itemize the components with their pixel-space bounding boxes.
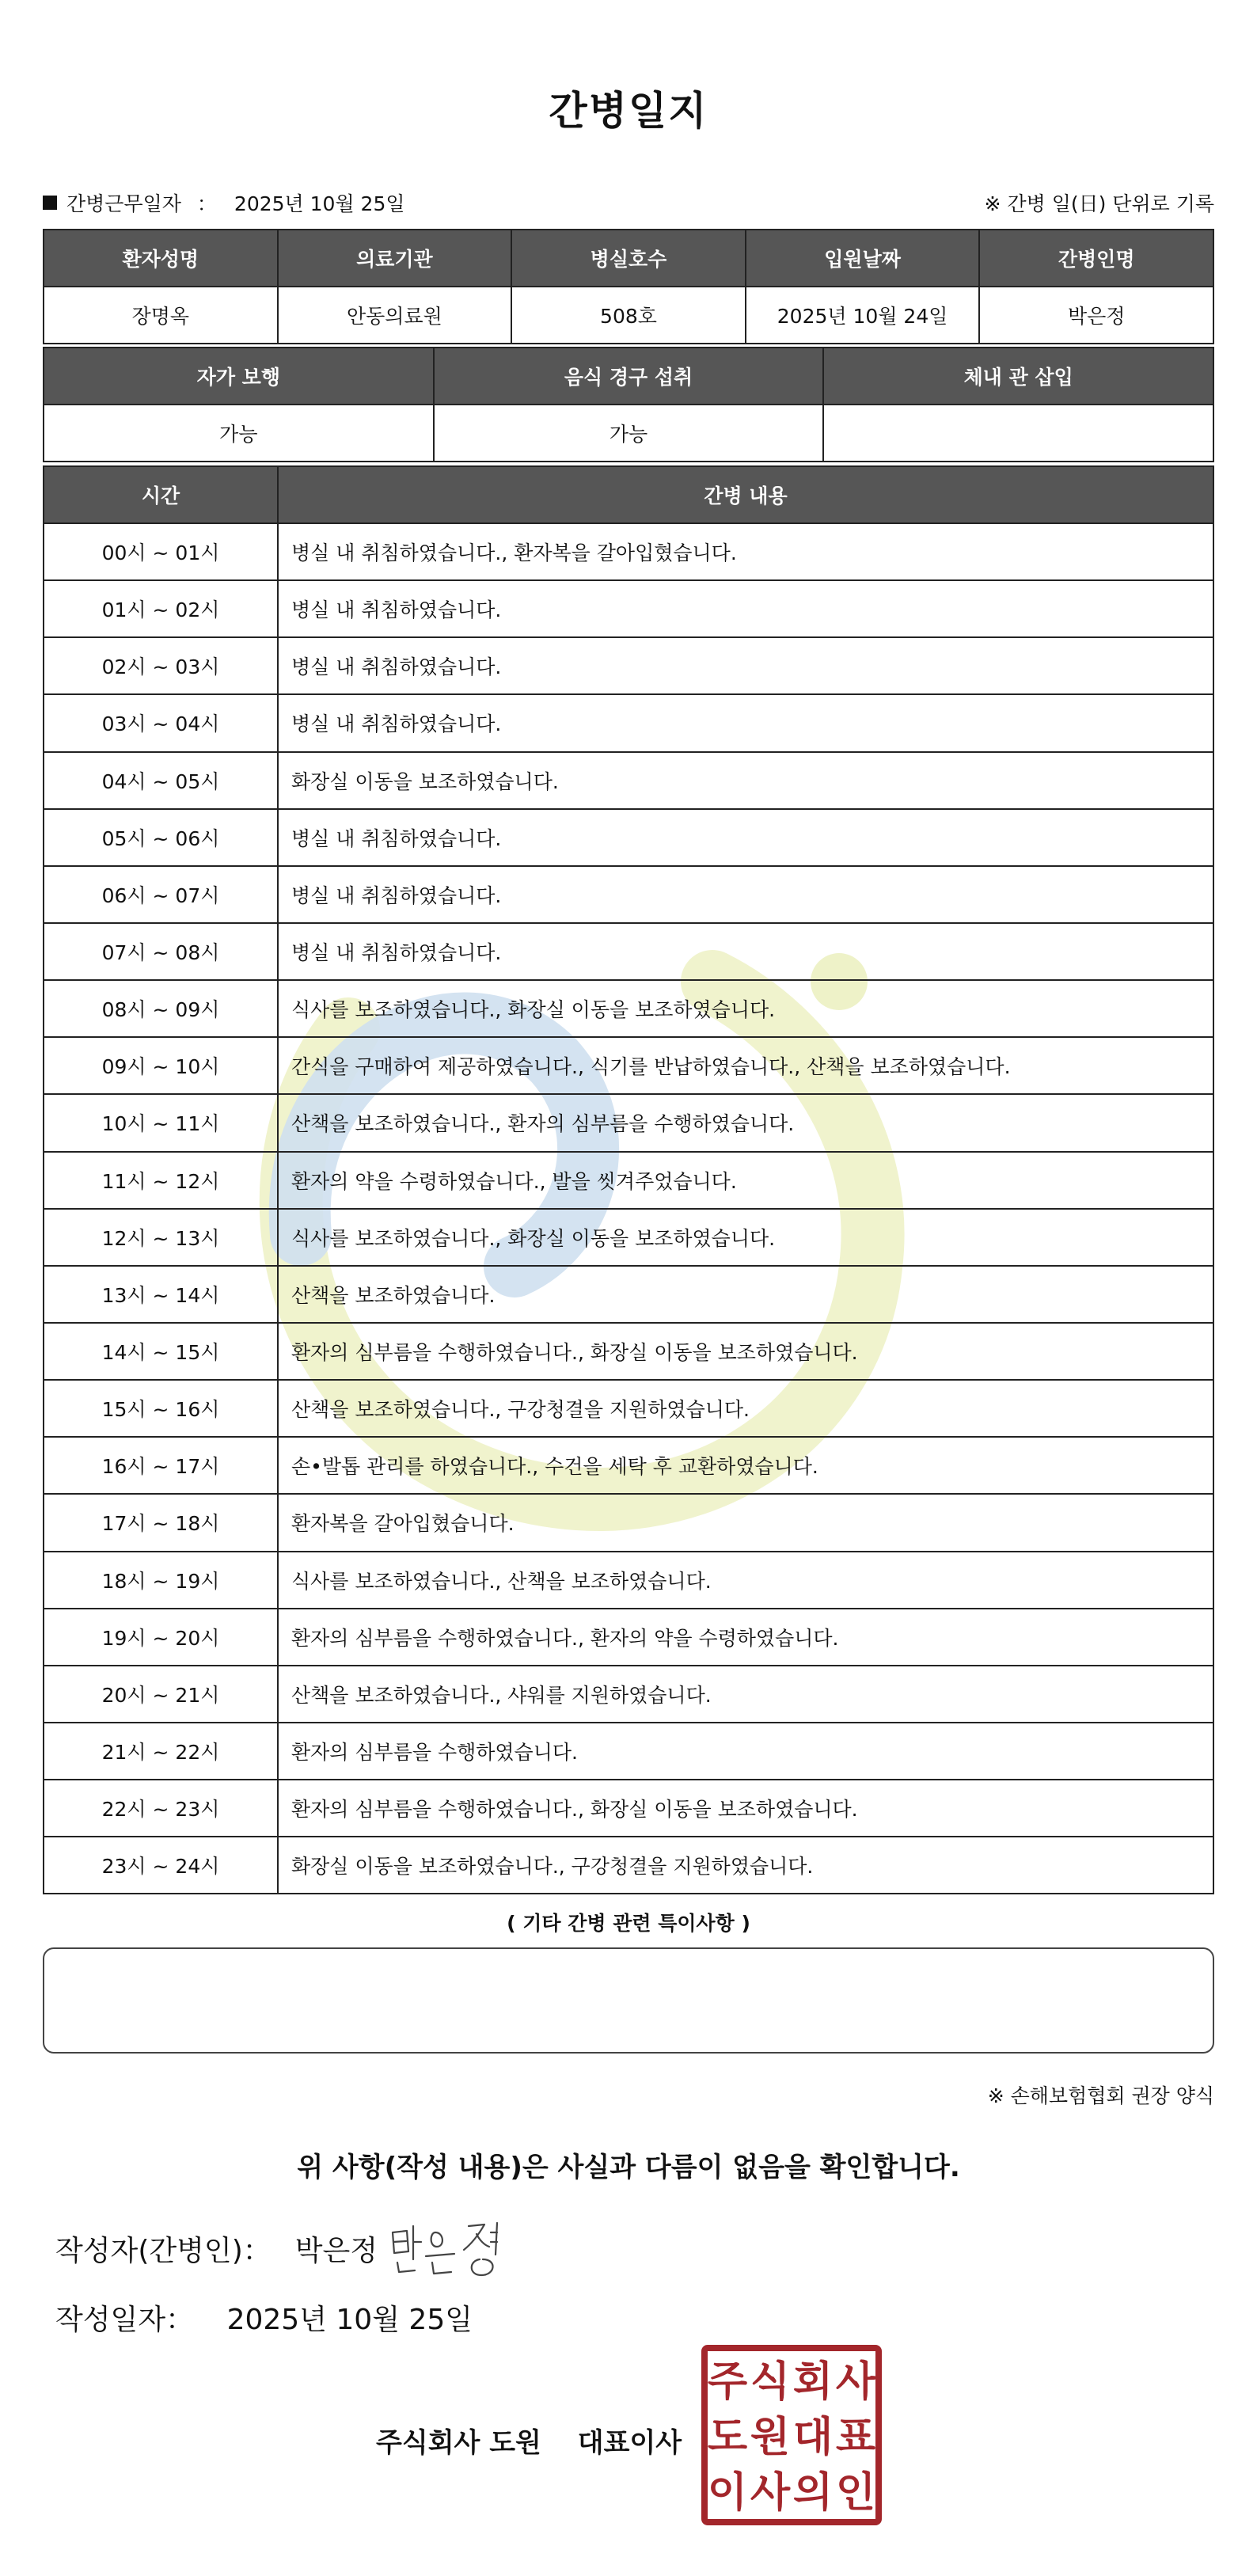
caregiver-name: 박은정 [979, 287, 1213, 344]
form-note: ※ 손해보험협회 권장 양식 [987, 2084, 1214, 2107]
work-date [43, 188, 405, 217]
company-name: 주식회사 도원 [376, 2427, 541, 2459]
writer-label: 작성자(간병인)： [55, 2235, 272, 2267]
log-row [44, 1380, 1213, 1437]
patient-ability-table [43, 347, 1214, 462]
log-row [44, 1494, 1213, 1551]
log-time: 18시 ~ 19시 [44, 1552, 278, 1609]
log-content: 환자의 심부름을 수행하였습니다. [278, 1723, 1213, 1780]
log-row [44, 752, 1213, 809]
log-time: 15시 ~ 16시 [44, 1380, 278, 1437]
log-header-time: 시간 [44, 466, 278, 523]
info-header: 병실호수 [511, 230, 746, 287]
log-header-content: 간병 내용 [278, 466, 1213, 523]
log-row [44, 1666, 1213, 1723]
log-time: 01시 ~ 02시 [44, 580, 278, 637]
patient-name: 장명옥 [44, 287, 278, 344]
written-date-label: 작성일자： [55, 2304, 195, 2336]
log-row [44, 1323, 1213, 1380]
log-time: 14시 ~ 15시 [44, 1323, 278, 1380]
square-bullet-icon [43, 196, 57, 210]
log-time: 11시 ~ 12시 [44, 1152, 278, 1209]
log-content: 병실 내 취침하였습니다., 환자복을 갈아입혔습니다. [278, 523, 1213, 580]
log-row [44, 1266, 1213, 1323]
seal-char: 식 [750, 2358, 791, 2406]
log-time: 20시 ~ 21시 [44, 1666, 278, 1723]
log-time: 07시 ~ 08시 [44, 923, 278, 980]
log-row [44, 1723, 1213, 1780]
writer-name: 박은정 [294, 2235, 378, 2267]
log-time: 02시 ~ 03시 [44, 637, 278, 694]
log-content: 산책을 보조하였습니다., 구강청결을 지원하였습니다. [278, 1380, 1213, 1437]
written-date-value: 2025년 10월 25일 [226, 2304, 473, 2336]
seal-char: 주 [707, 2358, 748, 2406]
log-content: 식사를 보조하였습니다., 화장실 이동을 보조하였습니다. [278, 1209, 1213, 1266]
seal-char: 의 [792, 2469, 834, 2517]
remarks-title: ( 기타 간병 관련 특이사항 ) [507, 1912, 750, 1935]
log-content: 식사를 보조하였습니다., 산책을 보조하였습니다. [278, 1552, 1213, 1609]
log-content: 산책을 보조하였습니다., 샤워를 지원하였습니다. [278, 1666, 1213, 1723]
log-time: 04시 ~ 05시 [44, 752, 278, 809]
writer-line [55, 2228, 378, 2269]
log-time: 03시 ~ 04시 [44, 694, 278, 751]
log-time: 08시 ~ 09시 [44, 980, 278, 1037]
log-row [44, 1837, 1213, 1894]
record-note: ※ 간병 일(日) 단위로 기록 [984, 192, 1214, 215]
log-content: 산책을 보조하였습니다. [278, 1266, 1213, 1323]
log-content: 환자의 약을 수령하였습니다., 발을 씻겨주었습니다. [278, 1152, 1213, 1209]
log-row [44, 866, 1213, 923]
log-time: 00시 ~ 01시 [44, 523, 278, 580]
log-row [44, 809, 1213, 866]
log-row [44, 1609, 1213, 1666]
confirmation-statement: 위 사항(작성 내용)은 사실과 다름이 없음을 확인합니다. [297, 2152, 960, 2183]
company-seal [701, 2345, 882, 2525]
log-content: 간식을 구매하여 제공하였습니다., 식기를 반납하였습니다., 산책을 보조하였습니다. [278, 1037, 1213, 1094]
oral-intake-value: 가능 [434, 405, 824, 462]
tube-insertion-value [823, 405, 1213, 462]
log-content: 식사를 보조하였습니다., 화장실 이동을 보조하였습니다. [278, 980, 1213, 1037]
remarks-box [43, 1947, 1214, 2054]
log-content: 환자의 심부름을 수행하였습니다., 화장실 이동을 보조하였습니다. [278, 1780, 1213, 1837]
log-time: 23시 ~ 24시 [44, 1837, 278, 1894]
log-content: 병실 내 취침하였습니다. [278, 694, 1213, 751]
log-time: 06시 ~ 07시 [44, 866, 278, 923]
log-row [44, 923, 1213, 980]
log-row [44, 1437, 1213, 1494]
log-row [44, 1209, 1213, 1266]
log-content: 산책을 보조하였습니다., 환자의 심부름을 수행하였습니다. [278, 1094, 1213, 1151]
log-content: 환자복을 갈아입혔습니다. [278, 1494, 1213, 1551]
company-rep: 대표이사 [577, 2427, 682, 2459]
patient-info-table [43, 229, 1214, 344]
ability-header: 자가 보행 [44, 348, 434, 405]
log-row [44, 580, 1213, 637]
seal-char: 표 [835, 2414, 876, 2461]
log-content: 화장실 이동을 보조하였습니다. [278, 752, 1213, 809]
log-row [44, 1552, 1213, 1609]
log-content: 화장실 이동을 보조하였습니다., 구강청결을 지원하였습니다. [278, 1837, 1213, 1894]
log-content: 손•발톱 관리를 하였습니다., 수건을 세탁 후 교환하였습니다. [278, 1437, 1213, 1494]
log-row [44, 980, 1213, 1037]
company-line [376, 2421, 682, 2460]
log-content: 병실 내 취침하였습니다. [278, 637, 1213, 694]
self-walking-value: 가능 [44, 405, 434, 462]
log-content: 병실 내 취침하였습니다. [278, 923, 1213, 980]
seal-char: 이 [707, 2469, 748, 2517]
log-row [44, 637, 1213, 694]
work-date-value: 2025년 10월 25일 [234, 192, 405, 215]
log-row [44, 1037, 1213, 1094]
log-row [44, 1780, 1213, 1837]
page-title: 간병일지 [549, 88, 708, 134]
log-row [44, 1152, 1213, 1209]
info-header: 간병인명 [979, 230, 1213, 287]
seal-char: 인 [835, 2469, 876, 2517]
info-header: 의료기관 [278, 230, 512, 287]
log-content: 환자의 심부름을 수행하였습니다., 환자의 약을 수령하였습니다. [278, 1609, 1213, 1666]
ability-header: 음식 경구 섭취 [434, 348, 824, 405]
log-time: 10시 ~ 11시 [44, 1094, 278, 1151]
seal-char: 대 [792, 2414, 834, 2461]
log-time: 13시 ~ 14시 [44, 1266, 278, 1323]
info-header: 입원날짜 [746, 230, 980, 287]
log-time: 12시 ~ 13시 [44, 1209, 278, 1266]
seal-char: 원 [750, 2414, 791, 2461]
work-date-label: 간병근무일자 [66, 192, 181, 215]
care-log-table [43, 465, 1214, 1894]
ability-header: 체내 관 삽입 [823, 348, 1213, 405]
log-time: 09시 ~ 10시 [44, 1037, 278, 1094]
log-row [44, 523, 1213, 580]
info-header: 환자성명 [44, 230, 278, 287]
handwritten-signature [386, 2215, 529, 2282]
log-time: 19시 ~ 20시 [44, 1609, 278, 1666]
log-time: 16시 ~ 17시 [44, 1437, 278, 1494]
log-row [44, 1094, 1213, 1151]
written-date-line [55, 2297, 473, 2338]
log-time: 05시 ~ 06시 [44, 809, 278, 866]
log-time: 22시 ~ 23시 [44, 1780, 278, 1837]
log-content: 병실 내 취침하였습니다. [278, 809, 1213, 866]
log-content: 병실 내 취침하였습니다. [278, 580, 1213, 637]
log-time: 17시 ~ 18시 [44, 1494, 278, 1551]
seal-char: 회 [792, 2358, 834, 2406]
care-log-body [44, 523, 1213, 1894]
seal-char: 사 [750, 2469, 791, 2517]
admission-date: 2025년 10월 24일 [746, 287, 980, 344]
seal-char: 사 [835, 2358, 876, 2406]
log-row [44, 694, 1213, 751]
log-content: 병실 내 취침하였습니다. [278, 866, 1213, 923]
log-time: 21시 ~ 22시 [44, 1723, 278, 1780]
medical-institution: 안동의료원 [278, 287, 512, 344]
work-date-colon: ： [196, 192, 217, 215]
log-content: 환자의 심부름을 수행하였습니다., 화장실 이동을 보조하였습니다. [278, 1323, 1213, 1380]
room-number: 508호 [511, 287, 746, 344]
seal-char: 도 [707, 2414, 748, 2461]
